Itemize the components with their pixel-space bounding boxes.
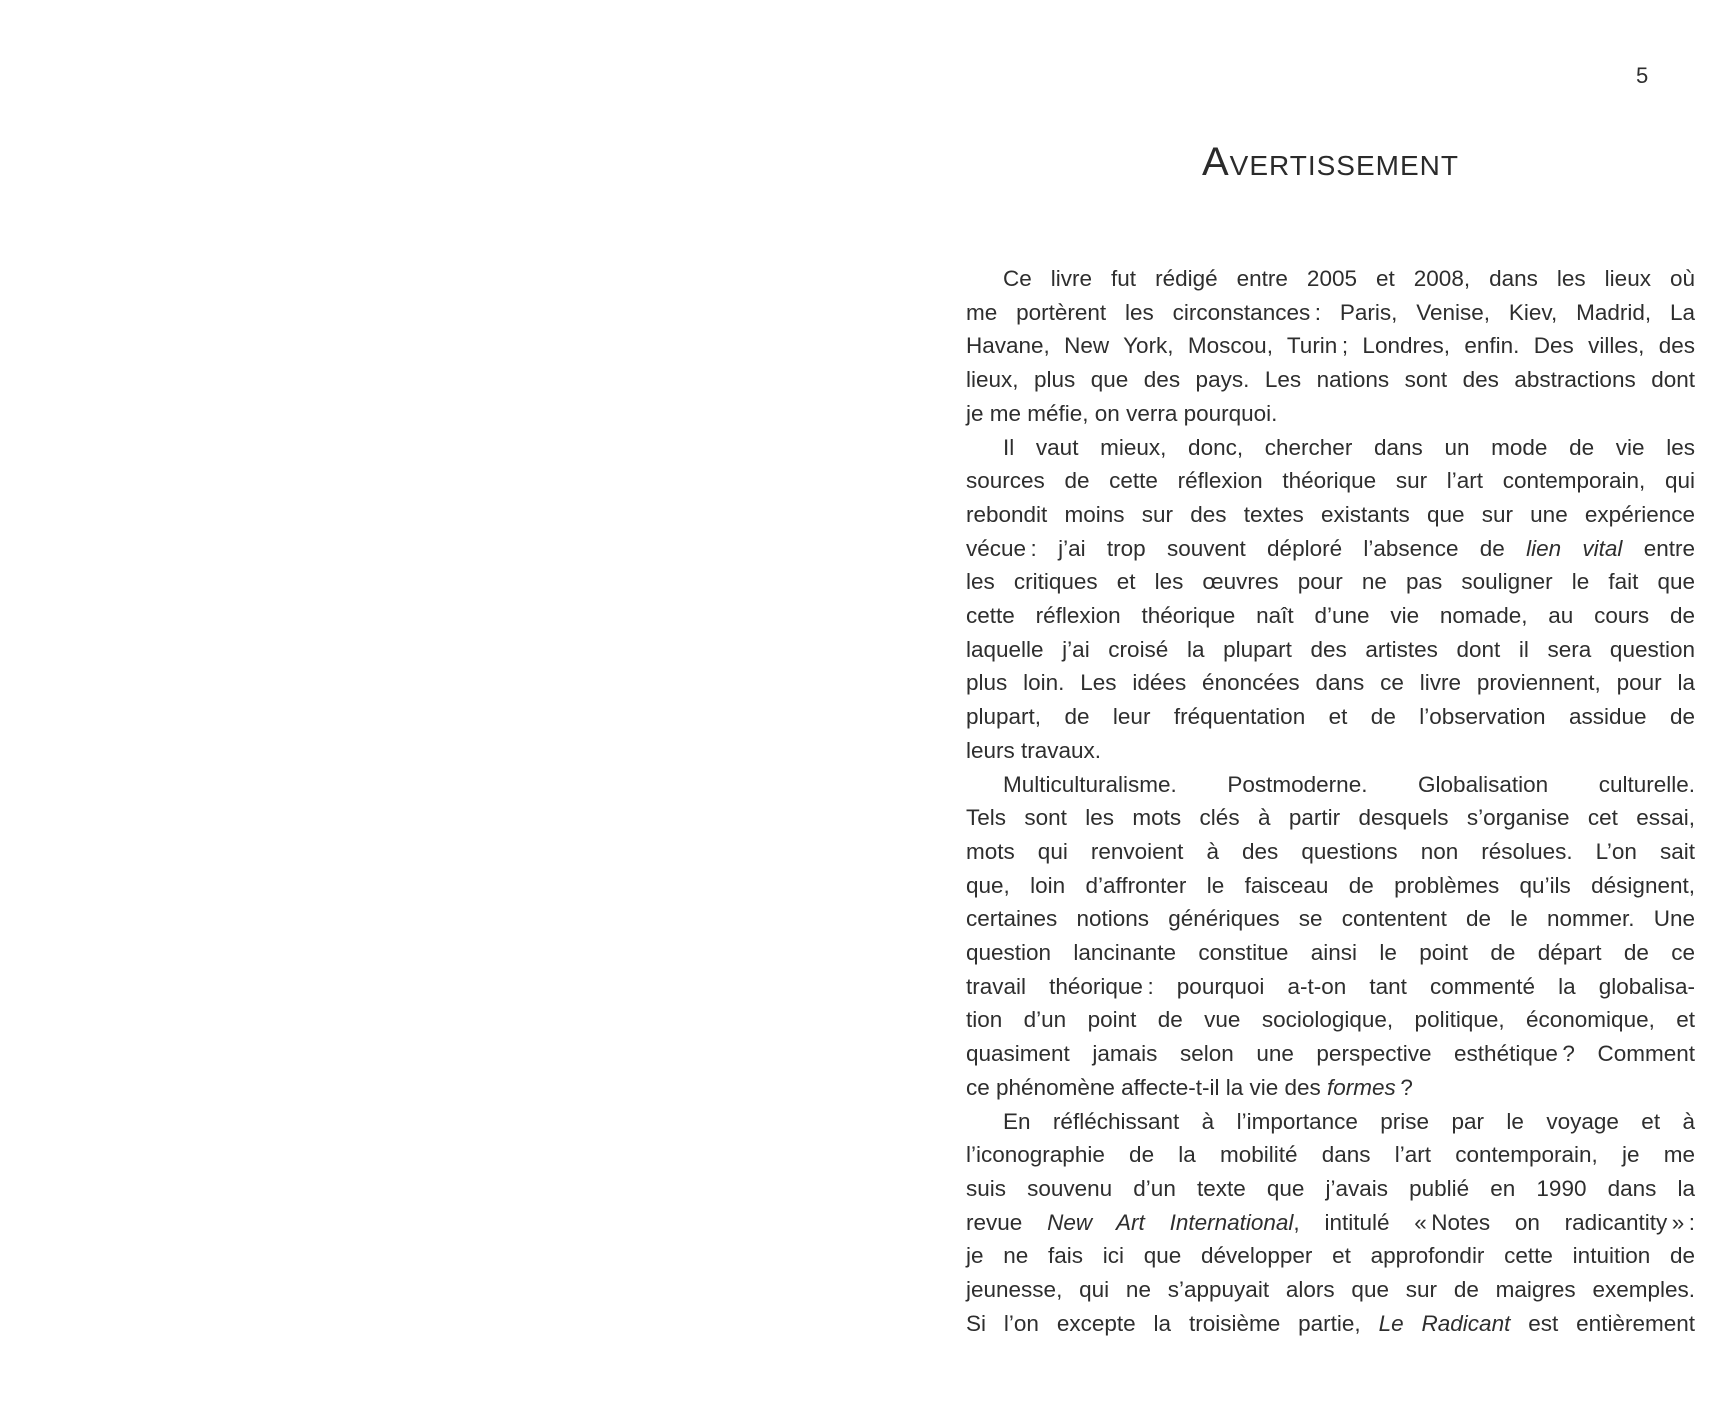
body-text: [966, 262, 1695, 1341]
text-line: quasiment jamais selon une perspective esthétique ? Comment: [966, 1041, 1695, 1067]
text-line: Tels sont les mots clés à partir desquels s’organise cet essai,: [966, 805, 1695, 831]
paragraph: [966, 1105, 1695, 1341]
text-line: cette réflexion théorique naît d’une vie nomade, au cours de: [966, 603, 1695, 629]
paragraph: [966, 431, 1695, 768]
text-line: Il vaut mieux, donc, chercher dans un mode de vie les: [1003, 434, 1695, 460]
text-line: mots qui renvoient à des questions non résolues. L’on sait: [966, 838, 1695, 864]
text-line: revue New Art International, intitulé « Notes on radicantity » :: [966, 1209, 1695, 1235]
text-line: que, loin d’affronter le faisceau de problèmes qu’ils désignent,: [966, 872, 1695, 898]
text-line: leurs travaux.: [966, 737, 1102, 763]
page-number: 5: [1636, 63, 1649, 88]
text-line: me portèrent les circonstances : Paris, Venise, Kiev, Madrid, La: [966, 299, 1695, 325]
text-line: jeunesse, qui ne s’appuyait alors que sur de maigres exemples.: [966, 1277, 1695, 1303]
text-line: travail théorique : pourquoi a-t-on tant commenté la globalisa-: [966, 973, 1695, 999]
text-line: En réfléchissant à l’importance prise par le voyage et à: [1003, 1108, 1695, 1134]
paragraph: [966, 768, 1695, 1105]
text-line: lieux, plus que des pays. Les nations sont des abstractions dont: [966, 367, 1695, 393]
text-line: Si l’on excepte la troisième partie, Le Radicant est entièrement: [966, 1310, 1695, 1336]
text-line: ce phénomène affecte-t-il la vie des formes ?: [966, 1074, 1413, 1100]
text-line: suis souvenu d’un texte que j’avais publié en 1990 dans la: [966, 1175, 1695, 1201]
text-line: l’iconographie de la mobilité dans l’art contemporain, je me: [966, 1142, 1695, 1168]
text-line: rebondit moins sur des textes existants que sur une expérience: [966, 501, 1695, 527]
text-line: les critiques et les œuvres pour ne pas souligner le fait que: [966, 569, 1695, 595]
text-line: vécue : j’ai trop souvent déploré l’absence de lien vital entre: [966, 535, 1695, 561]
chapter-title: Avertissement: [1202, 139, 1459, 184]
text-line: plus loin. Les idées énoncées dans ce livre proviennent, pour la: [966, 670, 1695, 696]
text-line: certaines notions génériques se contentent de le nommer. Une: [966, 906, 1695, 932]
text-line: je ne fais ici que développer et approfondir cette intuition de: [966, 1243, 1695, 1269]
text-line: sources de cette réflexion théorique sur l’art contemporain, qui: [966, 468, 1695, 494]
text-line: Havane, New York, Moscou, Turin ; Londres, enfin. Des villes, des: [966, 333, 1695, 359]
text-line: Ce livre fut rédigé entre 2005 et 2008, dans les lieux où: [1003, 266, 1695, 291]
text-line: Multiculturalisme. Postmoderne. Globalisation culturelle.: [1003, 771, 1695, 797]
text-line: laquelle j’ai croisé la plupart des artistes dont il sera question: [966, 636, 1695, 662]
text-line: je me méfie, on verra pourquoi.: [966, 400, 1278, 426]
paragraph: [966, 262, 1695, 431]
text-line: tion d’un point de vue sociologique, politique, économique, et: [966, 1007, 1695, 1033]
text-line: plupart, de leur fréquentation et de l’observation assidue de: [966, 704, 1695, 730]
text-line: question lancinante constitue ainsi le point de départ de ce: [966, 940, 1695, 966]
